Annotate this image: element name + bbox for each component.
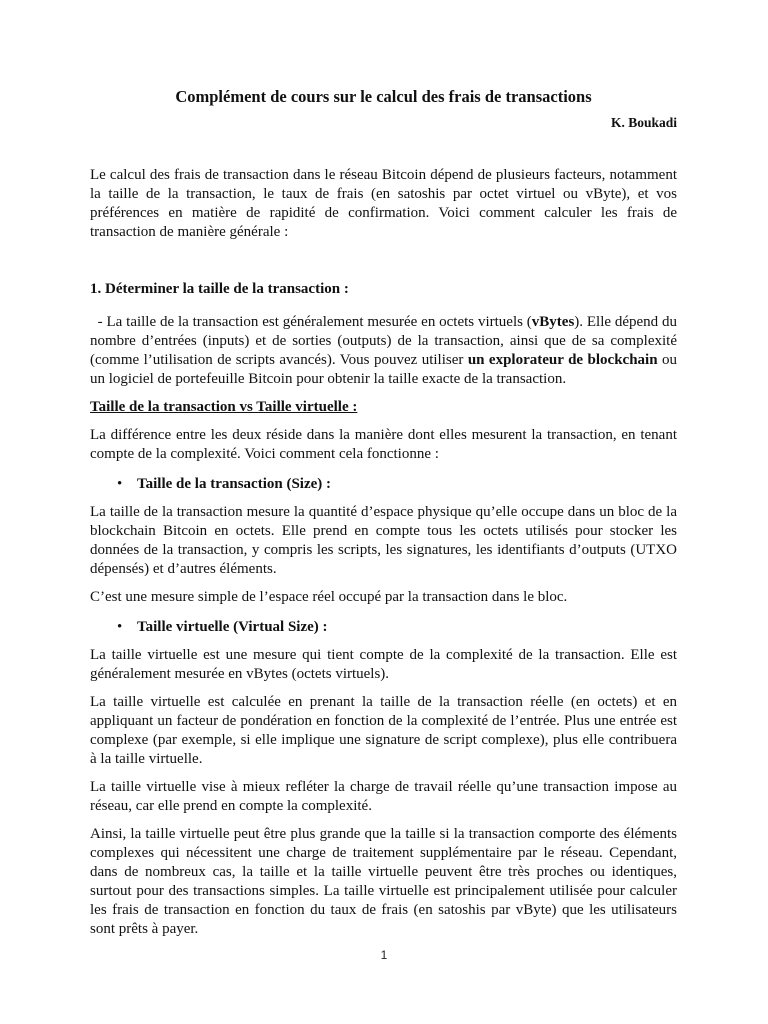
vsize-paragraph-4: Ainsi, la taille virtuelle peut être plus grande que la taille si la transaction comporte des éléments complexes qui nécessitent une charge de traitement supplémentaire par le réseau. Cependant, dans de nombreux cas, la taille et la taille virtuelle peuvent être très proches ou identiques, surtout pour des transactions simples. La taille virtuelle est principalement utilisée pour calculer les frais de transaction en fonction du taux de frais (en satoshis par vByte) que les utilisateurs sont prêts à payer.: [90, 826, 677, 937]
author-name: K. Boukadi: [610, 115, 677, 130]
bullet-dot: •: [117, 619, 123, 635]
section-1-heading: 1. Déterminer la taille de la transaction :: [90, 281, 349, 297]
vbytes-term: vBytes: [531, 314, 575, 330]
size-paragraph-2: C’est une mesure simple de l’espace réel occupé par la transaction dans le bloc.: [90, 589, 568, 605]
page-number: 1: [380, 948, 388, 962]
bullet-size-label: Taille de la transaction (Size) :: [137, 476, 332, 492]
bullet-dot: •: [117, 476, 123, 492]
subsection-heading: Taille de la transaction vs Taille virtuelle :: [90, 399, 358, 415]
subsection-intro: La différence entre les deux réside dans la manière dont elles mesurent la transaction, en tenant compte de la complexité. Voici comment cela fonctionne :: [90, 427, 677, 462]
bullet-size: [90, 475, 677, 494]
vsize-paragraph-2: La taille virtuelle est calculée en prenant la taille de la transaction réelle (en octets) et en appliquant un facteur de pondération en fonction de la complexité de l’entrée. Plus une entrée est complexe (par exemple, si elle implique une signature de script complexe), plus elle contribuera à la taille virtuelle.: [90, 694, 677, 767]
size-paragraph-1: La taille de la transaction mesure la quantité d’espace physique qu’elle occupe dans un bloc de la blockchain Bitcoin en octets. Elle prend en compte tous les octets utilisés pour stocker les données de la transaction, y compris les scripts, les signatures, les identifiants d’outputs (UTXO dépensés) et d’autres éléments.: [90, 504, 677, 577]
section-1-paragraph: [90, 313, 677, 389]
section-1-text-c: ou un logiciel de portefeuille Bitcoin pour obtenir la taille exacte de la transaction.: [90, 352, 677, 387]
section-1-text-a: - La taille de la transaction est généralement mesurée en octets virtuels (: [90, 314, 532, 330]
intro-paragraph: Le calcul des frais de transaction dans le réseau Bitcoin dépend de plusieurs facteurs, notamment la taille de la transaction, le taux de frais (en satoshis par octet virtuel ou vByte), et vos préférences en matière de rapidité de confirmation. Voici comment calculer les frais de transaction de manière générale :: [90, 167, 677, 240]
section-1-text-b: ). Elle dépend du nombre d’entrées (inputs) et de sorties (outputs) de la transaction, ainsi que de sa complexité (comme l’utilisation de scripts avancés). Vous pouvez utiliser: [90, 314, 678, 368]
bullet-virtual-size: [90, 618, 677, 637]
bullet-virtual-size-label: Taille virtuelle (Virtual Size) :: [137, 619, 328, 635]
document-title: Complément de cours sur le calcul des frais de transactions: [175, 87, 592, 106]
page-content: [90, 87, 677, 939]
vsize-paragraph-3: La taille virtuelle vise à mieux refléter la charge de travail réelle qu’une transaction impose au réseau, car elle prend en compte la complexité.: [90, 779, 677, 814]
blockchain-explorer-term: un explorateur de blockchain: [467, 352, 658, 368]
vsize-paragraph-1: La taille virtuelle est une mesure qui tient compte de la complexité de la transaction. Elle est généralement mesurée en vBytes (octets virtuels).: [90, 647, 677, 682]
